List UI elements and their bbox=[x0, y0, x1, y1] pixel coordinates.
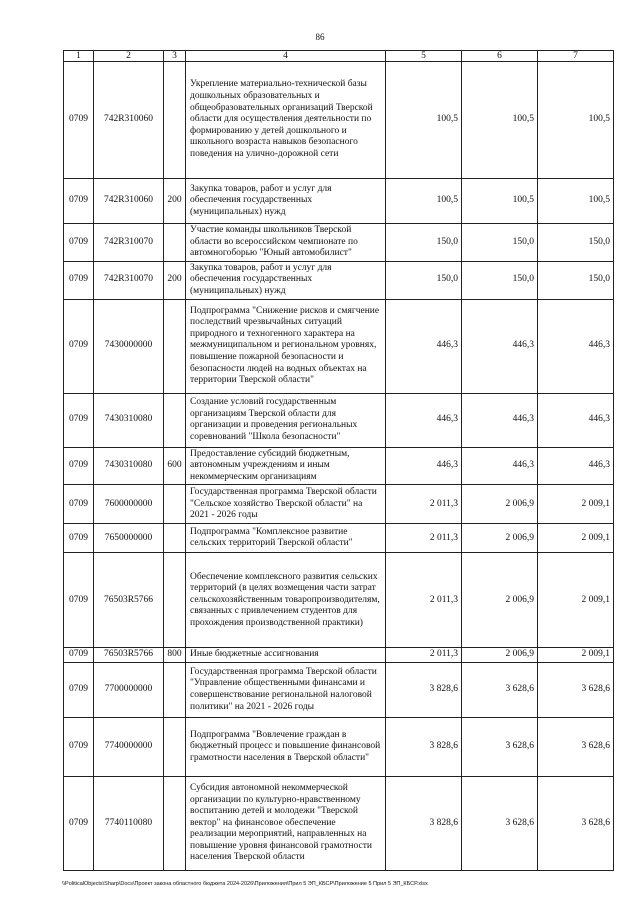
table-row bbox=[64, 524, 614, 553]
target-item-code: 742R310060 bbox=[94, 62, 164, 179]
amount-year-2: 3 628,6 bbox=[462, 718, 538, 777]
amount-year-2: 2 006,9 bbox=[462, 524, 538, 553]
table-row bbox=[64, 718, 614, 777]
table-row bbox=[64, 393, 614, 447]
expense-type-code bbox=[164, 485, 186, 524]
section-code: 0709 bbox=[64, 524, 94, 553]
section-code: 0709 bbox=[64, 777, 94, 871]
amount-year-3: 100,5 bbox=[538, 62, 614, 179]
amount-year-3: 100,5 bbox=[538, 179, 614, 224]
item-name: Укрепление материально-технической базы дошкольных образовательных и общеобразовательных организаций Тверской области для осуществления деятельности по формированию у детей дошкольного и школьного возраста навыков безопасного поведения на улично-дорожной сети bbox=[186, 62, 386, 179]
amount-year-1: 3 828,6 bbox=[386, 718, 462, 777]
amount-year-1: 2 011,3 bbox=[386, 485, 462, 524]
item-name: Субсидия автономной некоммерческой организации по культурно-нравственному воспитанию детей и молодежи "Тверской вектор" на финансовое обеспечение реализации мероприятий, направленных на повышение уровня финансовой грамотности населения Тверской области bbox=[186, 777, 386, 871]
item-name: Участие команды школьников Тверской области во всероссийском чемпионате по автомногоборью "Юный автомобилист" bbox=[186, 224, 386, 262]
amount-year-2: 3 628,6 bbox=[462, 663, 538, 718]
item-name: Подпрограмма "Вовлечение граждан в бюджетный процесс и повышение финансовой грамотности населения в Тверской области" bbox=[186, 718, 386, 777]
amount-year-1: 3 828,6 bbox=[386, 663, 462, 718]
column-header: 4 bbox=[186, 51, 386, 62]
amount-year-1: 2 011,3 bbox=[386, 524, 462, 553]
column-header: 7 bbox=[538, 51, 614, 62]
section-code: 0709 bbox=[64, 485, 94, 524]
table-row bbox=[64, 62, 614, 179]
target-item-code: 7700000000 bbox=[94, 663, 164, 718]
expense-type-code bbox=[164, 663, 186, 718]
table-row bbox=[64, 447, 614, 485]
target-item-code: 7600000000 bbox=[94, 485, 164, 524]
item-name: Закупка товаров, работ и услуг для обеспечения государственных (муниципальных) нужд bbox=[186, 179, 386, 224]
amount-year-1: 3 828,6 bbox=[386, 777, 462, 871]
target-item-code: 76503R5766 bbox=[94, 553, 164, 648]
amount-year-1: 446,3 bbox=[386, 393, 462, 447]
expense-type-code: 800 bbox=[164, 648, 186, 663]
amount-year-3: 3 628,6 bbox=[538, 663, 614, 718]
amount-year-2: 2 006,9 bbox=[462, 648, 538, 663]
target-item-code: 7650000000 bbox=[94, 524, 164, 553]
column-header: 6 bbox=[462, 51, 538, 62]
section-code: 0709 bbox=[64, 718, 94, 777]
table-row bbox=[64, 299, 614, 393]
section-code: 0709 bbox=[64, 393, 94, 447]
table-row bbox=[64, 777, 614, 871]
table-row bbox=[64, 663, 614, 718]
file-path-footer: \\PoliticalObjects\Sharp\Docs\Проект закона областного бюджета 2024-2026\Приложения\Прил 5 ЭП_КБСР\Приложение 5 Прил 5 ЭП_КБСР.xlsx bbox=[62, 881, 428, 887]
table-row bbox=[64, 553, 614, 648]
item-name: Обеспечение комплексного развития сельских территорий (в целях возмещения части затрат сельскохозяйственным товаропроизводителям, связанных с привлечением студентов для прохождения производственной практики) bbox=[186, 553, 386, 648]
section-code: 0709 bbox=[64, 299, 94, 393]
item-name: Предоставление субсидий бюджетным, автономным учреждениям и иным некоммерческим организациям bbox=[186, 447, 386, 485]
expense-type-code bbox=[164, 224, 186, 262]
amount-year-3: 446,3 bbox=[538, 447, 614, 485]
expense-type-code bbox=[164, 299, 186, 393]
section-code: 0709 bbox=[64, 62, 94, 179]
expense-type-code bbox=[164, 718, 186, 777]
amount-year-3: 2 009,1 bbox=[538, 485, 614, 524]
page-number: 86 bbox=[315, 32, 325, 42]
table-row bbox=[64, 224, 614, 262]
section-code: 0709 bbox=[64, 447, 94, 485]
table-row bbox=[64, 485, 614, 524]
amount-year-1: 100,5 bbox=[386, 179, 462, 224]
amount-year-3: 2 009,1 bbox=[538, 553, 614, 648]
target-item-code: 76503R5766 bbox=[94, 648, 164, 663]
target-item-code: 7740110080 bbox=[94, 777, 164, 871]
expense-type-code: 600 bbox=[164, 447, 186, 485]
amount-year-3: 2 009,1 bbox=[538, 524, 614, 553]
target-item-code: 742R310060 bbox=[94, 179, 164, 224]
amount-year-2: 3 628,6 bbox=[462, 777, 538, 871]
item-name: Государственная программа Тверской области "Сельское хозяйство Тверской области" на 2021 - 2026 годы bbox=[186, 485, 386, 524]
item-name: Государственная программа Тверской области "Управление общественными финансами и совершенствование региональной налоговой политики" на 2021 - 2026 годы bbox=[186, 663, 386, 718]
target-item-code: 7430310080 bbox=[94, 393, 164, 447]
column-header: 2 bbox=[94, 51, 164, 62]
amount-year-1: 100,5 bbox=[386, 62, 462, 179]
section-code: 0709 bbox=[64, 663, 94, 718]
expense-type-code: 200 bbox=[164, 261, 186, 299]
amount-year-3: 3 628,6 bbox=[538, 777, 614, 871]
section-code: 0709 bbox=[64, 648, 94, 663]
section-code: 0709 bbox=[64, 553, 94, 648]
expense-type-code bbox=[164, 62, 186, 179]
budget-table bbox=[63, 50, 614, 871]
amount-year-1: 2 011,3 bbox=[386, 648, 462, 663]
amount-year-1: 446,3 bbox=[386, 299, 462, 393]
table-row bbox=[64, 261, 614, 299]
target-item-code: 7740000000 bbox=[94, 718, 164, 777]
column-header: 1 bbox=[64, 51, 94, 62]
section-code: 0709 bbox=[64, 261, 94, 299]
amount-year-2: 2 006,9 bbox=[462, 485, 538, 524]
amount-year-3: 3 628,6 bbox=[538, 718, 614, 777]
column-header: 5 bbox=[386, 51, 462, 62]
table-row bbox=[64, 179, 614, 224]
amount-year-3: 446,3 bbox=[538, 393, 614, 447]
item-name: Подпрограмма "Снижение рисков и смягчение последствий чрезвычайных ситуаций природного и техногенного характера на межмуниципальном и региональном уровнях, повышение пожарной безопасности и безопасности людей на водных объектах на территории Тверской области" bbox=[186, 299, 386, 393]
amount-year-1: 2 011,3 bbox=[386, 553, 462, 648]
expense-type-code bbox=[164, 553, 186, 648]
target-item-code: 7430310080 bbox=[94, 447, 164, 485]
expense-type-code bbox=[164, 393, 186, 447]
amount-year-2: 150,0 bbox=[462, 261, 538, 299]
amount-year-1: 150,0 bbox=[386, 261, 462, 299]
item-name: Подпрограмма "Комплексное развитие сельских территорий Тверской области" bbox=[186, 524, 386, 553]
amount-year-3: 150,0 bbox=[538, 224, 614, 262]
target-item-code: 742R310070 bbox=[94, 261, 164, 299]
item-name: Создание условий государственным организациям Тверской области для организации и проведения региональных соревнований "Школа безопасности" bbox=[186, 393, 386, 447]
amount-year-3: 2 009,1 bbox=[538, 648, 614, 663]
amount-year-2: 446,3 bbox=[462, 393, 538, 447]
column-header: 3 bbox=[164, 51, 186, 62]
amount-year-2: 150,0 bbox=[462, 224, 538, 262]
amount-year-2: 446,3 bbox=[462, 447, 538, 485]
expense-type-code: 200 bbox=[164, 179, 186, 224]
target-item-code: 7430000000 bbox=[94, 299, 164, 393]
header-row bbox=[64, 51, 614, 62]
amount-year-2: 100,5 bbox=[462, 179, 538, 224]
amount-year-1: 150,0 bbox=[386, 224, 462, 262]
item-name: Иные бюджетные ассигнования bbox=[186, 648, 386, 663]
section-code: 0709 bbox=[64, 179, 94, 224]
expense-type-code bbox=[164, 777, 186, 871]
expense-type-code bbox=[164, 524, 186, 553]
amount-year-1: 446,3 bbox=[386, 447, 462, 485]
amount-year-3: 150,0 bbox=[538, 261, 614, 299]
amount-year-3: 446,3 bbox=[538, 299, 614, 393]
amount-year-2: 2 006,9 bbox=[462, 553, 538, 648]
item-name: Закупка товаров, работ и услуг для обеспечения государственных (муниципальных) нужд bbox=[186, 261, 386, 299]
target-item-code: 742R310070 bbox=[94, 224, 164, 262]
amount-year-2: 100,5 bbox=[462, 62, 538, 179]
section-code: 0709 bbox=[64, 224, 94, 262]
table-row bbox=[64, 648, 614, 663]
amount-year-2: 446,3 bbox=[462, 299, 538, 393]
